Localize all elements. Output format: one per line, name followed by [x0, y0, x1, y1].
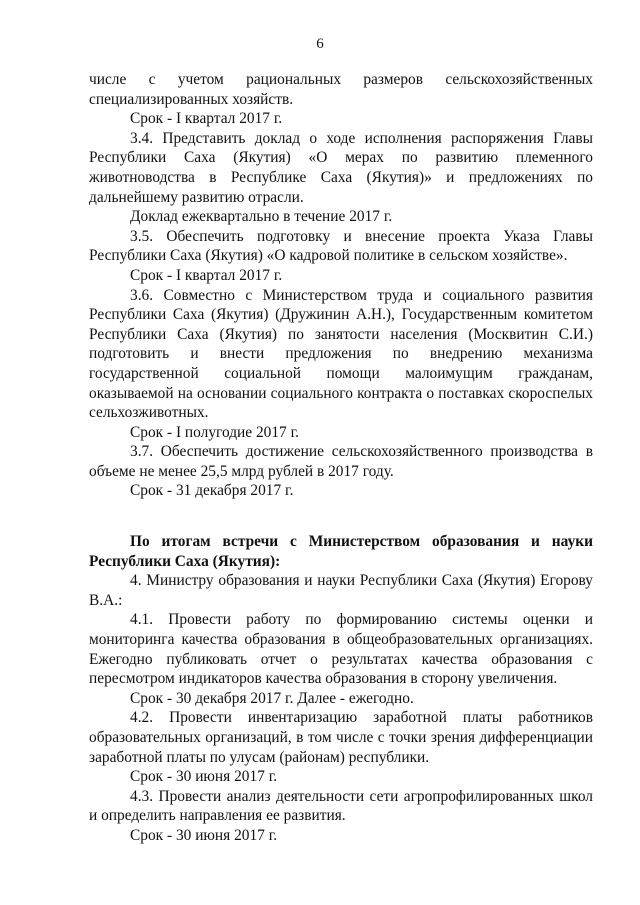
- deadline-line: Срок - I квартал 2017 г.: [130, 266, 283, 284]
- deadline-line: Срок - 30 июня 2017 г.: [130, 826, 278, 844]
- paragraph-item-4: 4. Министру образования и науки Республики Саха (Якутия) Егорову В.А.:: [89, 572, 593, 609]
- paragraph-item-3-6: 3.6. Совместно с Министерством труда и социального развития Республики Саха (Якутия) (Дружинин А.Н.), Государственным комитетом Республики Саха (Якутия) по занятости населения (Москвитин С.И.) подготовить и внести предложения по внедрению механизма государственной социальной помощи малоимущим гражданам, оказываемой на основании социального контракта о поставках скороспелых сельхозживотных.: [89, 286, 593, 422]
- deadline-line: Срок - 30 июня 2017 г.: [130, 768, 278, 786]
- deadline-line: Срок - I полугодие 2017 г.: [130, 423, 300, 441]
- paragraph-item-4-1: 4.1. Провести работу по формированию системы оценки и мониторинга качества образования в общеобразовательных организациях. Ежегодно публиковать отчет о результатах качества образования с пересмотром индикаторов качества образования в сторону увеличения.: [89, 611, 593, 688]
- paragraph-item-3-7: 3.7. Обеспечить достижение сельскохозяйственного производства в объеме не менее 25,5 млрд рублей в 2017 году.: [89, 443, 593, 480]
- deadline-line: Срок - I квартал 2017 г.: [130, 110, 283, 128]
- deadline-line: Доклад ежеквартально в течение 2017 г.: [130, 208, 393, 226]
- document-body: [89, 70, 593, 846]
- paragraph-item-4-3: 4.3. Провести анализ деятельности сети агропрофилированных школ и определить направления ее развития.: [89, 787, 593, 825]
- paragraph-item-3-5: 3.5. Обеспечить подготовку и внесение проекта Указа Главы Республики Саха (Якутия) «О кадровой политике в сельском хозяйстве».: [89, 227, 593, 265]
- paragraph-item-3-4: 3.4. Представить доклад о ходе исполнения распоряжения Главы Республики Саха (Якутия) «О мерах по развитию племенного животноводства в Республике Саха (Якутия)» и предложениях по дальнейшему развитию отрасли.: [89, 129, 593, 206]
- section-gap: [89, 501, 593, 532]
- page-number: 6: [316, 36, 324, 52]
- paragraph: числе с учетом рациональных размеров сельскохозяйственных специализированных хозяйств.: [89, 71, 593, 108]
- deadline-line: Срок - 30 декабря 2017 г. Далее - ежегодно.: [130, 689, 414, 707]
- deadline-line: Срок - 31 декабря 2017 г.: [130, 482, 294, 500]
- section-heading: По итогам встречи с Министерством образования и науки Республики Саха (Якутия):: [89, 533, 593, 570]
- paragraph-item-4-2: 4.2. Провести инвентаризацию заработной платы работников образовательных организаций, в том числе с точки зрения дифференциации заработной платы по улусам (районам) республики.: [89, 709, 593, 766]
